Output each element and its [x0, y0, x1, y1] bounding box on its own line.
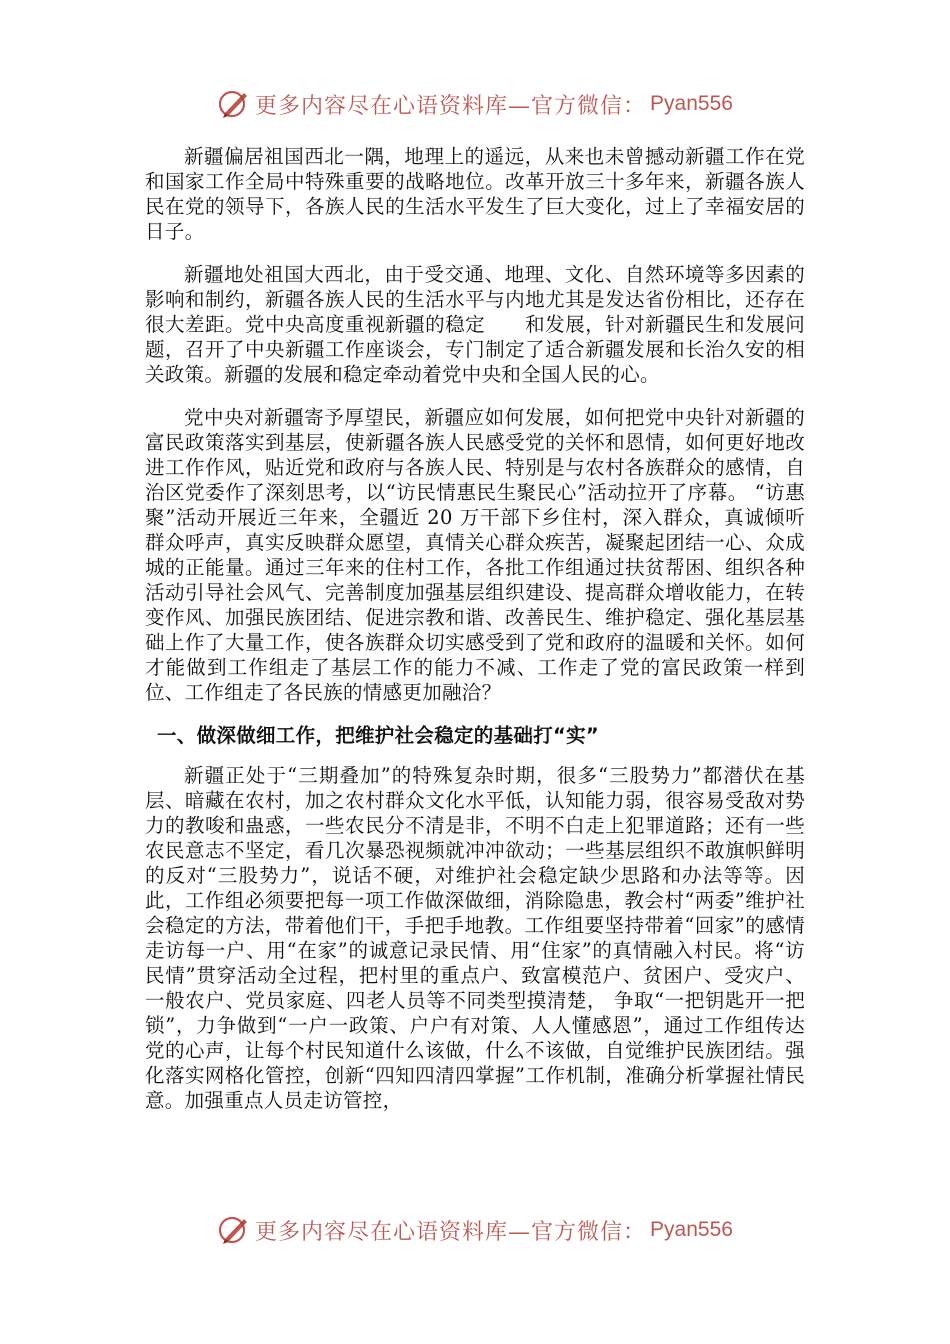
- watermark-handle: Pyan556: [650, 92, 733, 115]
- watermark-banner-top: [0, 84, 950, 124]
- section-heading-1: 一、做深做细工作，把维护社会稳定的基础打“实”: [157, 724, 600, 747]
- pen-logo-icon: [217, 87, 251, 121]
- watermark-handle: Pyan556: [650, 1218, 733, 1241]
- pen-logo-icon: [217, 1213, 251, 1247]
- paragraph-2: 新疆地处祖国大西北，由于受交通、地理、文化、自然环境等多因素的影响和制约，新疆各族人民的生活水平与内地尤其是发达省份相比，还存在很大差距。党中央高度重视新疆的稳定 和发展，针对新疆民生和发展问题，召开了中央新疆工作座谈会，专门制定了适合新疆发展和长治久安的相关政策。新疆的发展和稳定牵动着党中央和全国人民的心。: [145, 263, 805, 386]
- watermark-banner-bottom: [0, 1210, 950, 1250]
- paragraph-1: 新疆偏居祖国西北一隅，地理上的遥远，从来也未曾撼动新疆工作在党和国家工作全局中特殊重要的战略地位。改革开放三十多年来，新疆各族人民在党的领导下，各族人民的生活水平发生了巨大变化，过上了幸福安居的日子。: [145, 145, 805, 243]
- watermark-text: 更多内容尽在心语资料库—官方微信：: [255, 1219, 647, 1245]
- section-1-body: 新疆正处于“三期叠加”的特殊复杂时期，很多“三股势力”都潜伏在基层、暗藏在农村，加之农村群众文化水平低，认知能力弱，很容易受敌对势力的教唆和蛊惑，一些农民分不清是非，不明不白走上犯罪道路；还有一些农民意志不坚定，看几次暴恐视频就冲冲欲动；一些基层组织不敢旗帜鲜明的反对“三股势力”，说话不硬，对维护社会稳定缺少思路和办法等等。因此，工作组必须要把每一项工作做深做细，消除隐患，教会村“两委”维护社会稳定的方法，带着他们干，手把手地教。工作组要坚持带着“回家”的感情走访每一户、用“在家”的诚意记录民情、用“住家”的真情融入村民。将“访民情”贯穿活动全过程，把村里的重点户、致富模范户、贫困户、受灾户、一般农户、党员家庭、四老人员等不同类型摸清楚， 争取“一把钥匙开一把锁”，力争做到“一户一政策、户户有对策、人人懂感恩”，通过工作组传达党的心声，让每个村民知道什么该做，什么不该做，自觉维护民族团结。强化落实网格化管控，创新“四知四清四掌握”工作机制，准确分析掌握社情民意。加强重点人员走访管控，: [145, 764, 805, 1112]
- document-body: [145, 144, 805, 1131]
- paragraph-3: 党中央对新疆寄予厚望民，新疆应如何发展，如何把党中央针对新疆的富民政策落实到基层，使新疆各族人民感受党的关怀和恩情，如何更好地改进工作作风，贴近党和政府与各族人民、特别是与农村各族群众的感情，自治区党委作了深刻思考，以“访民情惠民生聚民心”活动拉开了序幕。 “访惠聚”活动开展近三年来，全疆近 20 万干部下乡住村，深入群众，真诚倾听群众呼声，真实反映群众愿望，真情关心群众疾苦，凝聚起团结一心、众成城的正能量。通过三年来的住村工作，各批工作组通过扶贫帮困、组织各种活动引导社会风气、完善制度加强基层组织建设、提高群众增收能力，在转变作风、加强民族团结、促进宗教和谐、改善民生、维护稳定、强化基层基础上作了大量工作，使各族群众切实感受到了党和政府的温暖和关怀。如何才能做到工作组走了基层工作的能力不减、工作走了党的富民政策一样到位、工作组走了各民族的情感更加融洽？: [145, 406, 805, 704]
- watermark-text: 更多内容尽在心语资料库—官方微信：: [255, 93, 647, 119]
